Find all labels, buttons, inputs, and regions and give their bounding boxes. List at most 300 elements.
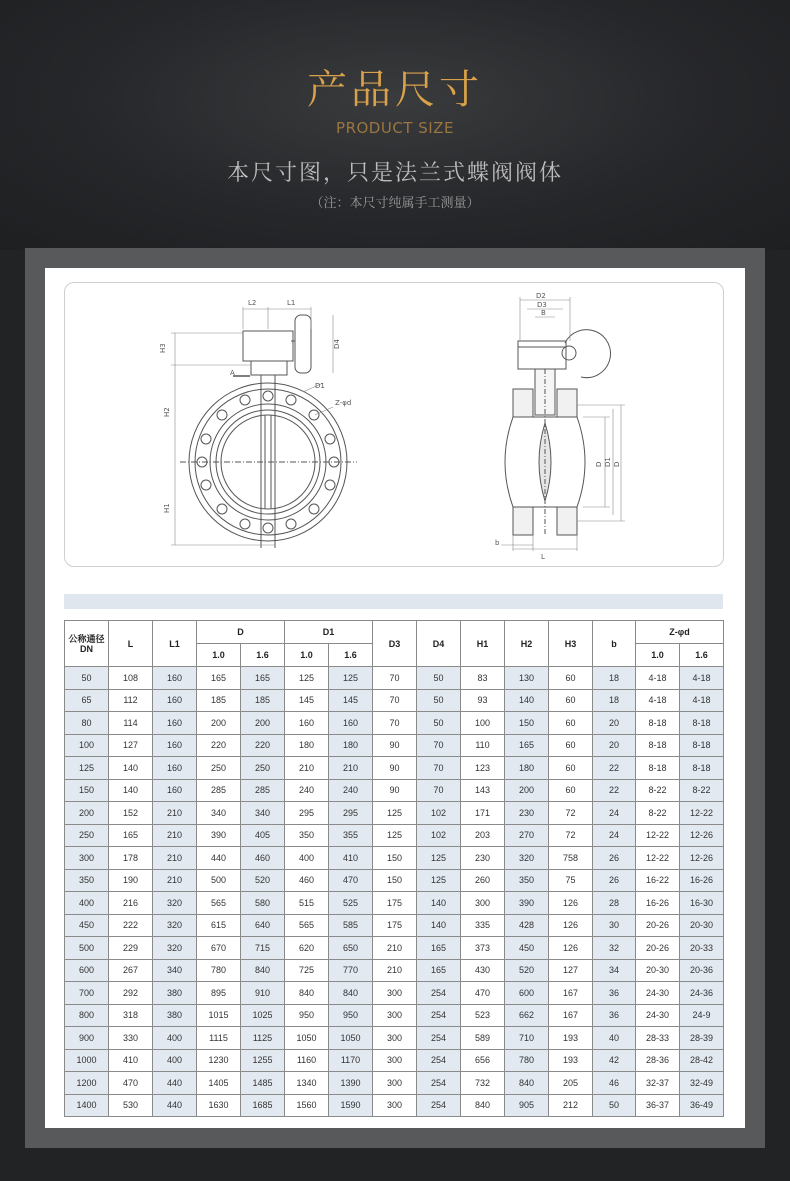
table-cell: 350: [285, 824, 329, 847]
table-cell: 28: [593, 892, 636, 915]
table-cell-dn: 200: [65, 802, 109, 825]
table-cell: 1160: [285, 1049, 329, 1072]
table-cell: 110: [461, 734, 505, 757]
table-cell: 20-36: [680, 959, 724, 982]
table-cell: 125: [417, 869, 461, 892]
page-title-en: PRODUCT SIZE: [336, 119, 454, 137]
table-cell: 905: [505, 1094, 549, 1117]
th-d-1.6: 1.6: [241, 644, 285, 667]
table-cell: 22: [593, 779, 636, 802]
size-table-body: [65, 667, 724, 1117]
table-cell: 160: [329, 712, 373, 735]
table-cell: 390: [505, 892, 549, 915]
table-row: [65, 802, 724, 825]
table-cell: 70: [373, 712, 417, 735]
side-label-d-outer: D: [613, 461, 621, 467]
table-cell-dn: 150: [65, 779, 109, 802]
table-row: [65, 847, 724, 870]
side-handwheel-arc: [565, 330, 611, 378]
valve-drawing-svg: [65, 283, 723, 566]
table-cell: 525: [329, 892, 373, 915]
page-title: 产品尺寸: [307, 67, 483, 113]
gearbox: [243, 331, 293, 361]
table-cell: 24: [593, 824, 636, 847]
table-cell: 205: [549, 1072, 593, 1095]
table-cell: 1050: [329, 1027, 373, 1050]
table-cell: 60: [549, 712, 593, 735]
table-row: [65, 1072, 724, 1095]
table-cell: 125: [373, 824, 417, 847]
table-cell: 254: [417, 1094, 461, 1117]
table-cell: 1125: [241, 1027, 285, 1050]
table-cell: 780: [505, 1049, 549, 1072]
table-cell: 93: [461, 689, 505, 712]
table-row: [65, 757, 724, 780]
table-cell: 8-18: [680, 712, 724, 735]
table-cell: 260: [461, 869, 505, 892]
table-cell: 1405: [197, 1072, 241, 1095]
table-cell: 840: [461, 1094, 505, 1117]
side-gearbox: [518, 341, 566, 369]
th-d1-1.6: 1.6: [329, 644, 373, 667]
table-cell: 254: [417, 1004, 461, 1027]
table-cell: 840: [505, 1072, 549, 1095]
table-cell: 70: [373, 689, 417, 712]
table-cell: 60: [549, 734, 593, 757]
th-d4: D4: [417, 621, 461, 667]
table-cell: 589: [461, 1027, 505, 1050]
table-cell: 450: [505, 937, 549, 960]
table-cell: 380: [153, 1004, 197, 1027]
table-cell: 240: [329, 779, 373, 802]
side-top-flange-left: [513, 389, 533, 417]
table-cell: 300: [373, 1094, 417, 1117]
table-cell: 8-18: [680, 734, 724, 757]
table-cell: 12-26: [680, 824, 724, 847]
table-cell: 585: [329, 914, 373, 937]
table-cell: 193: [549, 1027, 593, 1050]
table-cell: 320: [505, 847, 549, 870]
table-cell: 20-26: [636, 914, 680, 937]
table-cell: 60: [549, 689, 593, 712]
table-cell: 70: [417, 779, 461, 802]
table-cell: 200: [505, 779, 549, 802]
table-cell: 83: [461, 667, 505, 690]
table-cell-dn: 250: [65, 824, 109, 847]
table-cell: 145: [329, 689, 373, 712]
th-dn: 公称通径 DN: [65, 621, 109, 667]
table-cell: 1255: [241, 1049, 285, 1072]
table-cell: 300: [373, 1004, 417, 1027]
table-cell: 1560: [285, 1094, 329, 1117]
table-cell-dn: 900: [65, 1027, 109, 1050]
table-cell-dn: 350: [65, 869, 109, 892]
table-cell: 410: [329, 847, 373, 870]
table-cell: 1115: [197, 1027, 241, 1050]
table-cell: 254: [417, 1049, 461, 1072]
table-cell: 430: [461, 959, 505, 982]
table-cell: 193: [549, 1049, 593, 1072]
table-cell: 12-22: [680, 802, 724, 825]
table-cell: 180: [285, 734, 329, 757]
table-cell: 410: [109, 1049, 153, 1072]
table-cell: 127: [109, 734, 153, 757]
th-l1: L1: [153, 621, 197, 667]
th-d: D: [197, 621, 285, 644]
size-table: [64, 620, 724, 1117]
table-cell: 32-49: [680, 1072, 724, 1095]
table-cell: 460: [241, 847, 285, 870]
table-cell: 40: [593, 1027, 636, 1050]
table-cell-dn: 65: [65, 689, 109, 712]
table-row: [65, 892, 724, 915]
table-cell: 90: [373, 734, 417, 757]
table-cell: 1025: [241, 1004, 285, 1027]
table-cell: 1390: [329, 1072, 373, 1095]
table-cell: 165: [241, 667, 285, 690]
table-cell: 220: [197, 734, 241, 757]
table-cell: 210: [153, 847, 197, 870]
side-view: [501, 297, 625, 551]
table-row: [65, 937, 724, 960]
table-cell: 320: [153, 892, 197, 915]
table-cell: 840: [241, 959, 285, 982]
table-cell: 254: [417, 1027, 461, 1050]
table-cell-dn: 300: [65, 847, 109, 870]
table-cell: 160: [153, 779, 197, 802]
table-cell: 295: [329, 802, 373, 825]
table-cell: 330: [109, 1027, 153, 1050]
table-cell: 165: [417, 937, 461, 960]
table-cell: 125: [373, 802, 417, 825]
table-cell: 950: [329, 1004, 373, 1027]
table-row: [65, 1049, 724, 1072]
table-cell: 254: [417, 982, 461, 1005]
label-z: Z-φd: [335, 399, 352, 407]
page-note: （注：本尺寸纯属手工测量）: [310, 196, 480, 211]
side-top-flange-right: [557, 389, 577, 417]
table-row: [65, 1094, 724, 1117]
table-cell: 440: [153, 1072, 197, 1095]
table-cell: 8-22: [680, 779, 724, 802]
table-cell: 710: [505, 1027, 549, 1050]
table-cell-dn: 50: [65, 667, 109, 690]
table-cell: 167: [549, 982, 593, 1005]
table-cell: 250: [241, 757, 285, 780]
table-cell: 72: [549, 802, 593, 825]
side-label-d2: D2: [536, 292, 546, 300]
table-cell: 500: [197, 869, 241, 892]
table-cell-dn: 800: [65, 1004, 109, 1027]
table-cell: 26: [593, 869, 636, 892]
gearbox-base: [251, 361, 287, 375]
table-cell: 285: [197, 779, 241, 802]
table-cell: 715: [241, 937, 285, 960]
th-d3: D3: [373, 621, 417, 667]
table-cell: 26: [593, 847, 636, 870]
table-cell: 640: [241, 914, 285, 937]
table-cell: 60: [549, 779, 593, 802]
table-cell: 72: [549, 824, 593, 847]
table-cell: 400: [153, 1027, 197, 1050]
table-cell: 130: [505, 667, 549, 690]
table-cell-dn: 125: [65, 757, 109, 780]
table-cell: 24-9: [680, 1004, 724, 1027]
table-cell-dn: 700: [65, 982, 109, 1005]
side-label-b-small: b: [495, 539, 500, 547]
th-z: Z-φd: [636, 621, 724, 644]
table-cell: 725: [285, 959, 329, 982]
table-cell: 140: [109, 757, 153, 780]
table-cell: 24: [593, 802, 636, 825]
table-row: [65, 689, 724, 712]
label-d4: D4: [333, 339, 341, 349]
table-cell: 126: [549, 892, 593, 915]
table-cell: 24-30: [636, 1004, 680, 1027]
table-row: [65, 824, 724, 847]
label-l1: L1: [287, 299, 296, 307]
table-cell: 70: [373, 667, 417, 690]
table-cell: 125: [285, 667, 329, 690]
th-d-1.0: 1.0: [197, 644, 241, 667]
table-cell: 171: [461, 802, 505, 825]
table-cell: 42: [593, 1049, 636, 1072]
table-cell: 400: [153, 1049, 197, 1072]
th-d1: D1: [285, 621, 373, 644]
side-label-b: B: [541, 309, 546, 317]
table-cell-dn: 1000: [65, 1049, 109, 1072]
table-cell: 1485: [241, 1072, 285, 1095]
table-cell-dn: 1400: [65, 1094, 109, 1117]
table-cell: 4-18: [636, 667, 680, 690]
table-cell: 165: [197, 667, 241, 690]
table-cell: 355: [329, 824, 373, 847]
table-cell: 16-26: [636, 892, 680, 915]
table-cell: 20-26: [636, 937, 680, 960]
side-bottom-flange-left: [513, 507, 533, 535]
table-row: [65, 1027, 724, 1050]
table-cell: 140: [417, 892, 461, 915]
th-z-1.0: 1.0: [636, 644, 680, 667]
table-cell: 46: [593, 1072, 636, 1095]
table-cell: 340: [241, 802, 285, 825]
side-label-l: L: [541, 553, 545, 561]
table-cell: 152: [109, 802, 153, 825]
table-row: [65, 779, 724, 802]
table-cell: 190: [109, 869, 153, 892]
table-cell: 28-39: [680, 1027, 724, 1050]
table-cell: 185: [197, 689, 241, 712]
table-cell: 340: [153, 959, 197, 982]
table-cell: 210: [373, 937, 417, 960]
table-row: [65, 914, 724, 937]
table-cell: 102: [417, 802, 461, 825]
table-cell: 270: [505, 824, 549, 847]
table-cell: 300: [373, 1027, 417, 1050]
label-h3: H3: [159, 343, 167, 353]
table-cell: 210: [153, 824, 197, 847]
table-cell: 8-18: [636, 757, 680, 780]
table-cell: 75: [549, 869, 593, 892]
table-cell: 150: [373, 869, 417, 892]
th-h2: H2: [505, 621, 549, 667]
table-cell: 212: [549, 1094, 593, 1117]
label-d1: D1: [315, 382, 325, 390]
table-cell: 292: [109, 982, 153, 1005]
th-h1: H1: [461, 621, 505, 667]
table-cell: 16-22: [636, 869, 680, 892]
table-cell: 440: [153, 1094, 197, 1117]
table-cell: 210: [329, 757, 373, 780]
table-cell: 140: [109, 779, 153, 802]
table-cell: 670: [197, 937, 241, 960]
table-cell: 50: [417, 712, 461, 735]
table-cell: 620: [285, 937, 329, 960]
table-cell: 318: [109, 1004, 153, 1027]
table-cell: 22: [593, 757, 636, 780]
table-cell: 50: [417, 667, 461, 690]
side-handwheel-hub: [562, 346, 576, 360]
table-cell: 200: [197, 712, 241, 735]
side-label-d1: D1: [604, 457, 612, 467]
table-cell: 523: [461, 1004, 505, 1027]
table-cell: 470: [461, 982, 505, 1005]
table-cell: 145: [285, 689, 329, 712]
th-z-1.6: 1.6: [680, 644, 724, 667]
table-row: [65, 712, 724, 735]
table-cell: 165: [109, 824, 153, 847]
table-cell: 143: [461, 779, 505, 802]
table-cell: 50: [593, 1094, 636, 1117]
table-cell: 300: [461, 892, 505, 915]
table-cell: 50: [417, 689, 461, 712]
table-cell: 4-18: [680, 689, 724, 712]
table-cell: 165: [505, 734, 549, 757]
table-cell: 216: [109, 892, 153, 915]
technical-drawing: [64, 282, 724, 567]
table-cell: 18: [593, 667, 636, 690]
table-cell: 28-36: [636, 1049, 680, 1072]
table-cell: 1590: [329, 1094, 373, 1117]
table-cell: 203: [461, 824, 505, 847]
table-cell: 32: [593, 937, 636, 960]
table-cell: 350: [505, 869, 549, 892]
table-cell: 8-18: [636, 734, 680, 757]
label-h1: H1: [163, 503, 171, 513]
table-cell: 220: [241, 734, 285, 757]
table-cell: 520: [241, 869, 285, 892]
table-cell-dn: 1200: [65, 1072, 109, 1095]
table-cell: 440: [197, 847, 241, 870]
front-view: [171, 307, 357, 548]
table-cell: 175: [373, 892, 417, 915]
table-cell: 300: [373, 1049, 417, 1072]
table-cell: 24-30: [636, 982, 680, 1005]
table-cell: 320: [153, 937, 197, 960]
table-cell: 160: [153, 757, 197, 780]
label-a: A: [230, 369, 235, 377]
table-cell: 102: [417, 824, 461, 847]
table-cell: 758: [549, 847, 593, 870]
table-cell: 160: [153, 667, 197, 690]
table-cell-dn: 500: [65, 937, 109, 960]
table-cell: 140: [505, 689, 549, 712]
table-cell: 210: [373, 959, 417, 982]
table-cell: 8-22: [636, 802, 680, 825]
table-cell: 4-18: [680, 667, 724, 690]
table-cell: 32-37: [636, 1072, 680, 1095]
table-cell: 656: [461, 1049, 505, 1072]
table-cell: 254: [417, 1072, 461, 1095]
table-cell: 8-22: [636, 779, 680, 802]
table-cell: 140: [417, 914, 461, 937]
table-cell: 114: [109, 712, 153, 735]
table-cell: 950: [285, 1004, 329, 1027]
table-header-band: [64, 594, 723, 609]
table-cell: 16-30: [680, 892, 724, 915]
table-cell: 910: [241, 982, 285, 1005]
table-cell: 20-30: [636, 959, 680, 982]
table-cell: 320: [153, 914, 197, 937]
table-cell: 515: [285, 892, 329, 915]
label-l2: L2: [248, 299, 257, 307]
table-cell: 230: [461, 847, 505, 870]
side-bottom-flange-right: [557, 507, 577, 535]
table-cell: 60: [549, 667, 593, 690]
handwheel: [295, 315, 311, 373]
table-cell: 34: [593, 959, 636, 982]
table-cell: 240: [285, 779, 329, 802]
table-cell: 36: [593, 982, 636, 1005]
table-cell: 125: [417, 847, 461, 870]
table-cell: 470: [329, 869, 373, 892]
table-cell: 126: [549, 914, 593, 937]
table-cell: 20-33: [680, 937, 724, 960]
table-cell: 70: [417, 734, 461, 757]
table-cell: 840: [285, 982, 329, 1005]
table-cell: 167: [549, 1004, 593, 1027]
table-cell: 70: [417, 757, 461, 780]
table-cell: 160: [153, 689, 197, 712]
th-l: L: [109, 621, 153, 667]
table-cell: 770: [329, 959, 373, 982]
table-cell: 615: [197, 914, 241, 937]
table-cell: 650: [329, 937, 373, 960]
table-cell: 200: [241, 712, 285, 735]
table-cell: 1015: [197, 1004, 241, 1027]
table-cell: 210: [285, 757, 329, 780]
table-cell: 160: [153, 734, 197, 757]
table-cell: 180: [505, 757, 549, 780]
table-cell: 178: [109, 847, 153, 870]
table-cell: 230: [505, 802, 549, 825]
table-cell: 295: [285, 802, 329, 825]
table-cell: 30: [593, 914, 636, 937]
table-cell-dn: 450: [65, 914, 109, 937]
table-row: [65, 959, 724, 982]
table-row: [65, 982, 724, 1005]
table-cell: 210: [153, 869, 197, 892]
table-cell: 12-22: [636, 824, 680, 847]
table-cell: 470: [109, 1072, 153, 1095]
table-cell: 100: [461, 712, 505, 735]
side-label-d3: D3: [537, 301, 547, 309]
table-cell: 405: [241, 824, 285, 847]
table-cell: 112: [109, 689, 153, 712]
table-cell: 520: [505, 959, 549, 982]
table-cell-dn: 80: [65, 712, 109, 735]
table-cell: 390: [197, 824, 241, 847]
